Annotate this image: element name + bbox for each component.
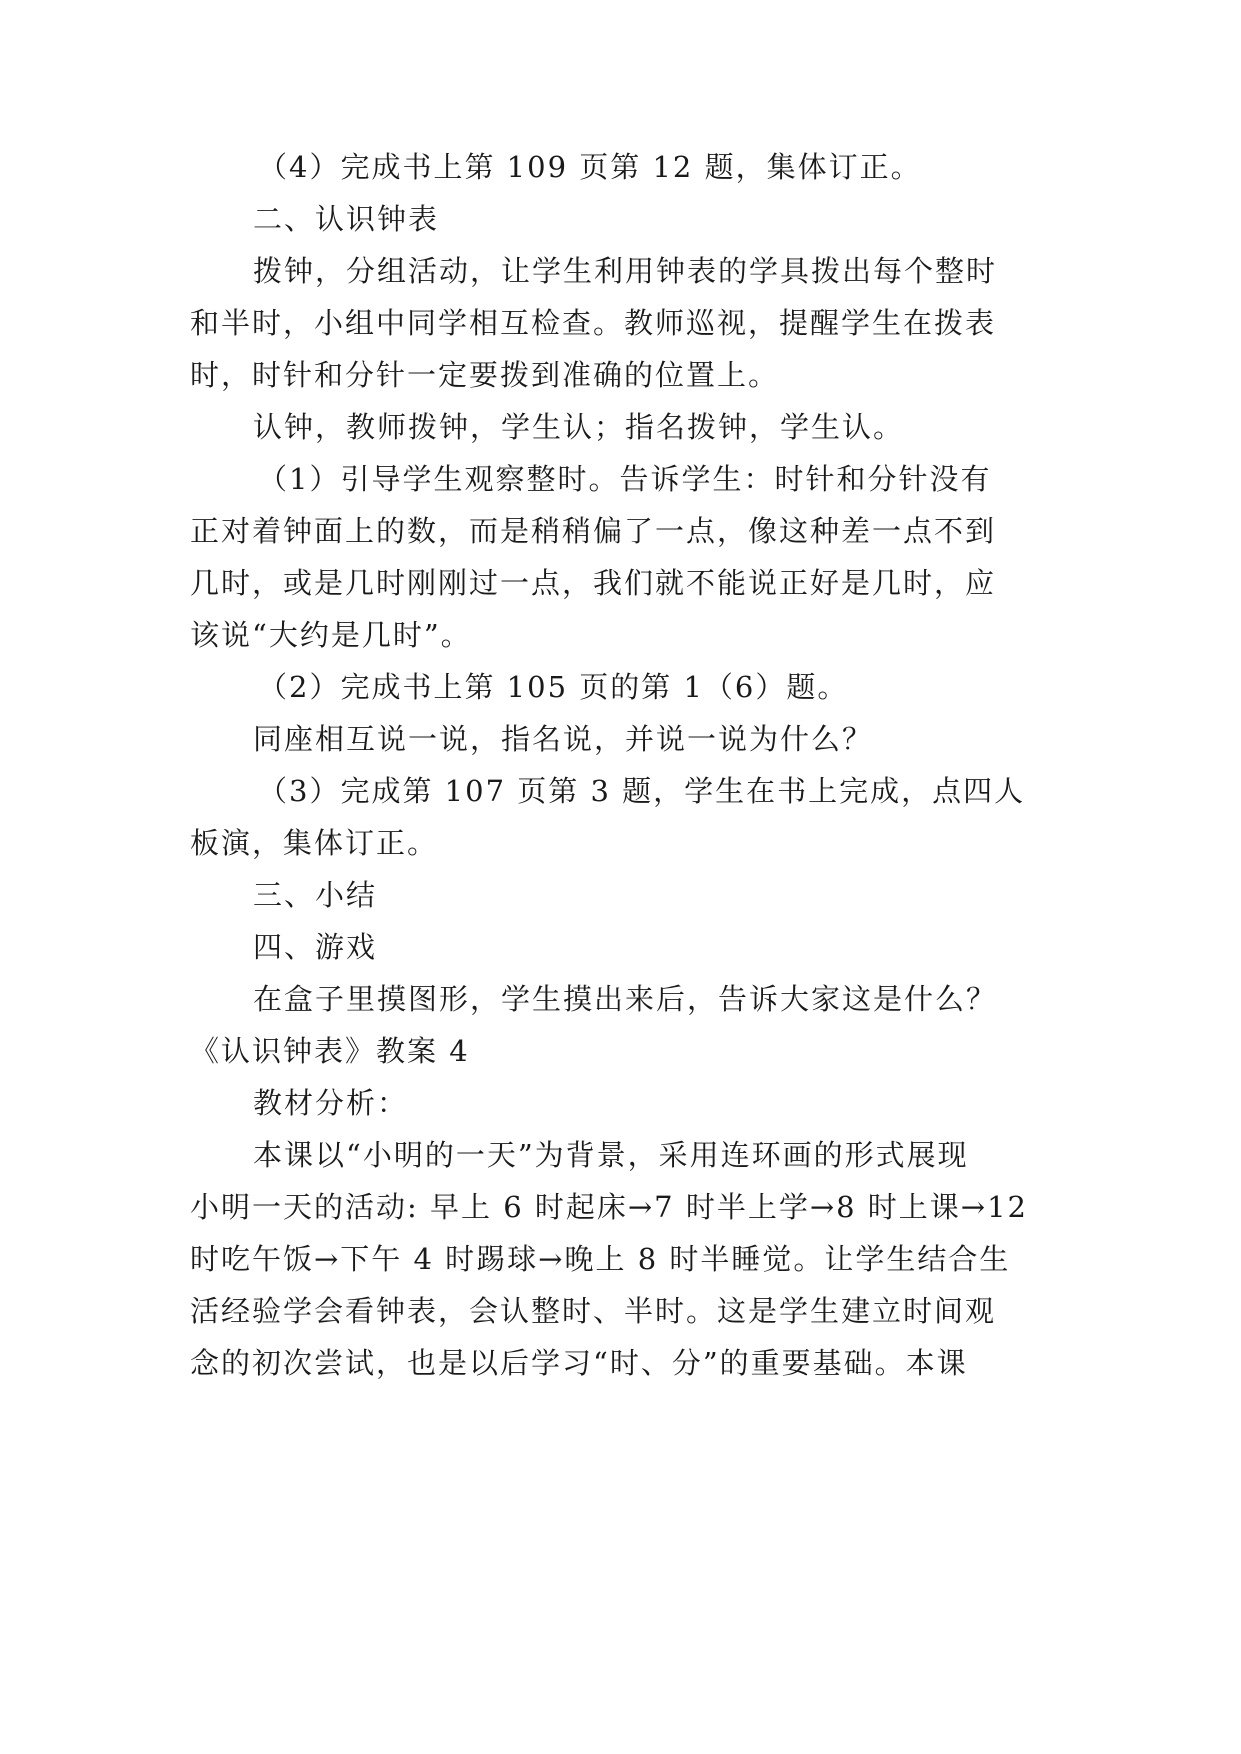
section-heading: 二、认识钟表 bbox=[253, 202, 440, 236]
paragraph-line: 同座相互说一说，指名说，并说一说为什么？ bbox=[253, 722, 874, 756]
paragraph-line: 本课以“小明的一天”为背景，采用连环画的形式展现 bbox=[253, 1138, 969, 1172]
section-heading: 四、游戏 bbox=[253, 930, 378, 964]
paragraph-line: 在盒子里摸图形，学生摸出来后，告诉大家这是什么？ bbox=[253, 982, 998, 1016]
paragraph-line: 认钟，教师拨钟，学生认；指名拨钟，学生认。 bbox=[253, 410, 905, 444]
paragraph-line: 该说“大约是几时”。 bbox=[190, 618, 472, 652]
paragraph-line: （4）完成书上第 109 页第 12 题，集体订正。 bbox=[258, 150, 922, 184]
paragraph-line: 小明一天的活动: 早上 6 时起床→7 时半上学→8 时上课→12 bbox=[190, 1190, 1029, 1224]
paragraph-line: 活经验学会看钟表，会认整时、半时。这是学生建立时间观 bbox=[190, 1294, 997, 1328]
paragraph-line: 几时，或是几时刚刚过一点，我们就不能说正好是几时，应 bbox=[190, 566, 997, 600]
paragraph-line: 时吃午饭→下午 4 时踢球→晚上 8 时半睡觉。让学生结合生 bbox=[190, 1242, 1011, 1276]
paragraph-line: （3）完成第 107 页第 3 题，学生在书上完成，点四人 bbox=[258, 774, 1026, 808]
section-heading: 三、小结 bbox=[253, 878, 378, 912]
paragraph-line: （1）引导学生观察整时。告诉学生：时针和分针没有 bbox=[258, 462, 992, 496]
paragraph-line: 时，时针和分针一定要拨到准确的位置上。 bbox=[190, 358, 780, 392]
paragraph-line: 正对着钟面上的数，而是稍稍偏了一点，像这种差一点不到 bbox=[190, 514, 997, 548]
paragraph-line: 和半时，小组中同学相互检查。教师巡视，提醒学生在拨表 bbox=[190, 306, 997, 340]
paragraph-line: 拨钟，分组活动，让学生利用钟表的学具拨出每个整时 bbox=[253, 254, 998, 288]
section-heading: 教材分析： bbox=[253, 1086, 409, 1120]
paragraph-line: （2）完成书上第 105 页的第 1（6）题。 bbox=[258, 670, 849, 704]
document-title: 《认识钟表》教案 4 bbox=[190, 1034, 470, 1068]
paragraph-line: 念的初次尝试，也是以后学习“时、分”的重要基础。本课 bbox=[190, 1346, 968, 1380]
paragraph-line: 板演，集体订正。 bbox=[190, 826, 439, 860]
